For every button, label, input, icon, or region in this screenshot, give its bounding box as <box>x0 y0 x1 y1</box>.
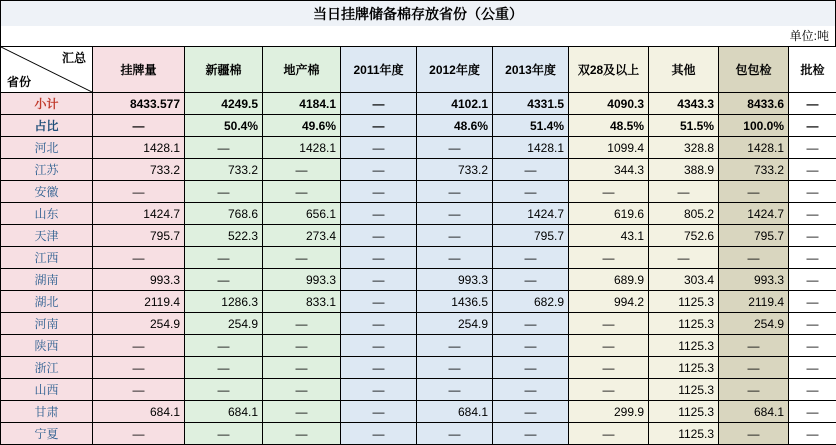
table-row <box>1 423 836 445</box>
cell-r8-c0: 993.3 <box>93 269 185 291</box>
cell-r5-c0: 1424.7 <box>93 203 185 225</box>
cell-r15-c1: — <box>185 423 263 445</box>
cell-r11-c8: — <box>719 335 789 357</box>
table-row <box>1 93 836 115</box>
cell-r4-c7: — <box>649 181 719 203</box>
row-header-1: 占比 <box>1 115 93 137</box>
cell-r9-c4: 1436.5 <box>417 291 493 313</box>
corner-label-top: 汇总 <box>62 49 86 66</box>
cell-r10-c8: 254.9 <box>719 313 789 335</box>
cell-r2-c8: 1428.1 <box>719 137 789 159</box>
cell-r15-c3: — <box>341 423 417 445</box>
cell-r13-c8: — <box>719 379 789 401</box>
cell-r2-c6: 1099.4 <box>569 137 649 159</box>
cell-r0-c4: 4102.1 <box>417 93 493 115</box>
cell-r3-c2: — <box>263 159 341 181</box>
cell-r3-c1: 733.2 <box>185 159 263 181</box>
cell-r6-c7: 752.6 <box>649 225 719 247</box>
cell-r6-c4: — <box>417 225 493 247</box>
cell-r0-c8: 8433.6 <box>719 93 789 115</box>
cell-r6-c6: 43.1 <box>569 225 649 247</box>
col-header-bbj: 包包检 <box>719 47 789 93</box>
table-row <box>1 159 836 181</box>
cell-r5-c7: 805.2 <box>649 203 719 225</box>
cell-r4-c2: — <box>263 181 341 203</box>
cell-r15-c7: 1125.3 <box>649 423 719 445</box>
cell-r15-c6: — <box>569 423 649 445</box>
cell-r7-c9: — <box>789 247 836 269</box>
cell-r13-c0: — <box>93 379 185 401</box>
cell-r8-c6: 689.9 <box>569 269 649 291</box>
row-header-8: 湖南 <box>1 269 93 291</box>
cell-r12-c0: — <box>93 357 185 379</box>
cell-r13-c5: — <box>493 379 569 401</box>
cell-r8-c1: — <box>185 269 263 291</box>
cell-r7-c8: — <box>719 247 789 269</box>
cell-r9-c1: 1286.3 <box>185 291 263 313</box>
cell-r11-c1: — <box>185 335 263 357</box>
cell-r1-c3: — <box>341 115 417 137</box>
table-row <box>1 379 836 401</box>
cell-r5-c2: 656.1 <box>263 203 341 225</box>
cell-r10-c7: 1125.3 <box>649 313 719 335</box>
cell-r0-c2: 4184.1 <box>263 93 341 115</box>
cell-r0-c0: 8433.577 <box>93 93 185 115</box>
cell-r15-c0: — <box>93 423 185 445</box>
cell-r12-c6: — <box>569 357 649 379</box>
table-row <box>1 335 836 357</box>
cell-r15-c9: — <box>789 423 836 445</box>
cell-r9-c0: 2119.4 <box>93 291 185 313</box>
cell-r4-c0: — <box>93 181 185 203</box>
table-row <box>1 401 836 423</box>
cell-r2-c0: 1428.1 <box>93 137 185 159</box>
cell-r11-c4: — <box>417 335 493 357</box>
cell-r12-c3: — <box>341 357 417 379</box>
table-row <box>1 137 836 159</box>
cell-r11-c0: — <box>93 335 185 357</box>
cell-r10-c2: — <box>263 313 341 335</box>
table-row <box>1 269 836 291</box>
cell-r7-c2: — <box>263 247 341 269</box>
row-header-12: 浙江 <box>1 357 93 379</box>
cell-r15-c2: — <box>263 423 341 445</box>
col-header-xjm: 新疆棉 <box>185 47 263 93</box>
cell-r6-c3: — <box>341 225 417 247</box>
cell-r8-c9: — <box>789 269 836 291</box>
col-header-pj: 批检 <box>789 47 836 93</box>
cell-r10-c1: 254.9 <box>185 313 263 335</box>
row-header-9: 湖北 <box>1 291 93 313</box>
cell-r5-c1: 768.6 <box>185 203 263 225</box>
row-header-0: 小计 <box>1 93 93 115</box>
cell-r6-c5: 795.7 <box>493 225 569 247</box>
cell-r10-c4: 254.9 <box>417 313 493 335</box>
cell-r11-c2: — <box>263 335 341 357</box>
cell-r8-c3: — <box>341 269 417 291</box>
cell-r5-c4: — <box>417 203 493 225</box>
row-header-11: 陕西 <box>1 335 93 357</box>
cell-r1-c5: 51.4% <box>493 115 569 137</box>
cell-r9-c3: — <box>341 291 417 313</box>
cell-r3-c4: 733.2 <box>417 159 493 181</box>
cell-r4-c3: — <box>341 181 417 203</box>
row-header-13: 山西 <box>1 379 93 401</box>
cell-r11-c9: — <box>789 335 836 357</box>
table-row <box>1 313 836 335</box>
cell-r7-c6: — <box>569 247 649 269</box>
cell-r5-c9: — <box>789 203 836 225</box>
cell-r2-c9: — <box>789 137 836 159</box>
cell-r7-c5: — <box>493 247 569 269</box>
table-header-row <box>1 47 836 93</box>
cell-r12-c9: — <box>789 357 836 379</box>
row-header-6: 天津 <box>1 225 93 247</box>
cell-r6-c9: — <box>789 225 836 247</box>
cell-r5-c8: 1424.7 <box>719 203 789 225</box>
cell-r14-c8: 684.1 <box>719 401 789 423</box>
cell-r14-c5: — <box>493 401 569 423</box>
cell-r8-c4: 993.3 <box>417 269 493 291</box>
cell-r14-c9: — <box>789 401 836 423</box>
table-row <box>1 203 836 225</box>
cell-r7-c1: — <box>185 247 263 269</box>
unit-label: 单位:吨 <box>0 26 836 46</box>
col-header-28up: 双28及以上 <box>569 47 649 93</box>
cell-r13-c2: — <box>263 379 341 401</box>
row-header-3: 江苏 <box>1 159 93 181</box>
row-header-10: 河南 <box>1 313 93 335</box>
row-header-15: 宁夏 <box>1 423 93 445</box>
table-row <box>1 291 836 313</box>
col-header-gpl: 挂牌量 <box>93 47 185 93</box>
cell-r7-c4: — <box>417 247 493 269</box>
cell-r6-c0: 795.7 <box>93 225 185 247</box>
table-body <box>1 93 836 445</box>
col-header-other: 其他 <box>649 47 719 93</box>
cell-r1-c4: 48.6% <box>417 115 493 137</box>
cell-r0-c7: 4343.3 <box>649 93 719 115</box>
table-row <box>1 357 836 379</box>
cell-r9-c5: 682.9 <box>493 291 569 313</box>
cell-r4-c5: — <box>493 181 569 203</box>
table-row <box>1 225 836 247</box>
corner-label-bottom: 省份 <box>7 73 31 90</box>
page-title: 当日挂牌储备棉存放省份（公重） <box>0 0 836 26</box>
cell-r5-c5: 1424.7 <box>493 203 569 225</box>
cell-r12-c4: — <box>417 357 493 379</box>
table-row <box>1 181 836 203</box>
cell-r13-c7: 1125.3 <box>649 379 719 401</box>
cell-r12-c8: — <box>719 357 789 379</box>
cell-r14-c0: 684.1 <box>93 401 185 423</box>
cell-r2-c5: 1428.1 <box>493 137 569 159</box>
cell-r11-c5: — <box>493 335 569 357</box>
cell-r8-c8: 993.3 <box>719 269 789 291</box>
cell-r1-c2: 49.6% <box>263 115 341 137</box>
cell-r2-c1: — <box>185 137 263 159</box>
cell-r11-c3: — <box>341 335 417 357</box>
cell-r10-c3: — <box>341 313 417 335</box>
cell-r3-c8: 733.2 <box>719 159 789 181</box>
cell-r0-c1: 4249.5 <box>185 93 263 115</box>
cell-r11-c7: 1125.3 <box>649 335 719 357</box>
table-row <box>1 115 836 137</box>
cell-r15-c5: — <box>493 423 569 445</box>
cell-r13-c1: — <box>185 379 263 401</box>
cell-r13-c3: — <box>341 379 417 401</box>
cell-r8-c5: — <box>493 269 569 291</box>
col-header-2011: 2011年度 <box>341 47 417 93</box>
cell-r10-c9: — <box>789 313 836 335</box>
cell-r4-c9: — <box>789 181 836 203</box>
cell-r3-c9: — <box>789 159 836 181</box>
cell-r9-c8: 2119.4 <box>719 291 789 313</box>
cell-r1-c9: — <box>789 115 836 137</box>
col-header-dcm: 地产棉 <box>263 47 341 93</box>
cell-r8-c7: 303.4 <box>649 269 719 291</box>
cell-r14-c7: 1125.3 <box>649 401 719 423</box>
cell-r7-c3: — <box>341 247 417 269</box>
cell-r2-c2: 1428.1 <box>263 137 341 159</box>
cell-r0-c3: — <box>341 93 417 115</box>
cell-r5-c6: 619.6 <box>569 203 649 225</box>
cell-r7-c0: — <box>93 247 185 269</box>
cell-r7-c7: — <box>649 247 719 269</box>
cotton-province-table <box>0 46 836 445</box>
cell-r14-c4: 684.1 <box>417 401 493 423</box>
cell-r12-c5: — <box>493 357 569 379</box>
cell-r9-c2: 833.1 <box>263 291 341 313</box>
table-row <box>1 247 836 269</box>
cell-r1-c1: 50.4% <box>185 115 263 137</box>
cell-r14-c6: 299.9 <box>569 401 649 423</box>
cell-r3-c7: 388.9 <box>649 159 719 181</box>
cell-r6-c1: 522.3 <box>185 225 263 247</box>
cell-r9-c6: 994.2 <box>569 291 649 313</box>
cell-r12-c2: — <box>263 357 341 379</box>
cell-r4-c4: — <box>417 181 493 203</box>
cell-r12-c1: — <box>185 357 263 379</box>
cell-r0-c9: — <box>789 93 836 115</box>
cell-r11-c6: — <box>569 335 649 357</box>
cell-r14-c3: — <box>341 401 417 423</box>
cell-r1-c7: 51.5% <box>649 115 719 137</box>
cell-r3-c6: 344.3 <box>569 159 649 181</box>
cell-r2-c4: — <box>417 137 493 159</box>
cell-r14-c1: 684.1 <box>185 401 263 423</box>
cell-r0-c6: 4090.3 <box>569 93 649 115</box>
cell-r4-c8: — <box>719 181 789 203</box>
cell-r14-c2: — <box>263 401 341 423</box>
cell-r15-c8: — <box>719 423 789 445</box>
cell-r2-c3: — <box>341 137 417 159</box>
row-header-14: 甘肃 <box>1 401 93 423</box>
cell-r6-c2: 273.4 <box>263 225 341 247</box>
cell-r12-c7: 1125.3 <box>649 357 719 379</box>
col-header-2012: 2012年度 <box>417 47 493 93</box>
cell-r3-c3: — <box>341 159 417 181</box>
cell-r9-c9: — <box>789 291 836 313</box>
cell-r15-c4: — <box>417 423 493 445</box>
cell-r9-c7: 1125.3 <box>649 291 719 313</box>
cell-r1-c8: 100.0% <box>719 115 789 137</box>
cell-r1-c6: 48.5% <box>569 115 649 137</box>
cell-r3-c0: 733.2 <box>93 159 185 181</box>
corner-cell <box>1 47 93 93</box>
cell-r13-c9: — <box>789 379 836 401</box>
row-header-4: 安徽 <box>1 181 93 203</box>
cell-r10-c0: 254.9 <box>93 313 185 335</box>
cell-r6-c8: 795.7 <box>719 225 789 247</box>
cell-r1-c0: — <box>93 115 185 137</box>
cell-r10-c5: — <box>493 313 569 335</box>
cell-r10-c6: — <box>569 313 649 335</box>
cell-r13-c6: — <box>569 379 649 401</box>
cell-r0-c5: 4331.5 <box>493 93 569 115</box>
cell-r8-c2: 993.3 <box>263 269 341 291</box>
row-header-7: 江西 <box>1 247 93 269</box>
row-header-2: 河北 <box>1 137 93 159</box>
cell-r4-c6: — <box>569 181 649 203</box>
cell-r13-c4: — <box>417 379 493 401</box>
cell-r4-c1: — <box>185 181 263 203</box>
row-header-5: 山东 <box>1 203 93 225</box>
col-header-2013: 2013年度 <box>493 47 569 93</box>
cell-r2-c7: 328.8 <box>649 137 719 159</box>
cell-r3-c5: — <box>493 159 569 181</box>
cell-r5-c3: — <box>341 203 417 225</box>
